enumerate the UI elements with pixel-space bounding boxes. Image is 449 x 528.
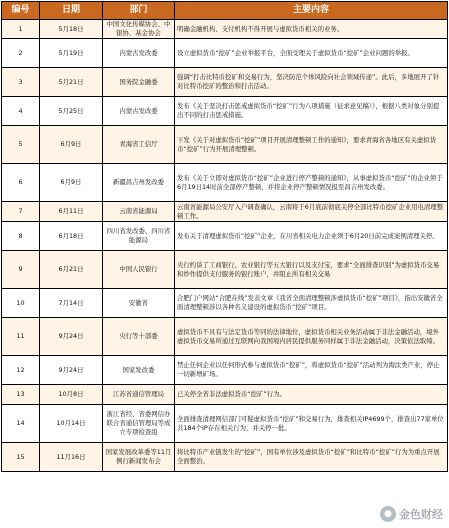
table-row [2, 405, 448, 443]
table-row [2, 20, 448, 39]
row-number: 11 [2, 318, 40, 356]
row-department: 央行等十部委 [103, 318, 175, 356]
table-row [2, 126, 448, 164]
row-date: 5月18日 [40, 20, 103, 39]
row-content: 虚拟货币不具有与法定货币等同的法律地位，虚拟货币相关业务活动属于非法金融活动，境外虚拟货币交易所通过互联网向我国境内居民提供服务同样属于非法金融活动，决策依法取缔。 [175, 318, 448, 356]
table-row [2, 202, 448, 222]
row-number: 8 [2, 222, 40, 251]
row-content: 合肥门户网站“合肥在线”发表文章《我省全面清理整顿涉虚拟货币“挖矿”项目》，指出安徽省全面清理整顿涉以各种名义建设的虚拟货币“挖矿”项目。 [175, 289, 448, 318]
row-date: 5月19日 [40, 39, 103, 68]
table-header-row [2, 2, 448, 20]
header-content: 主要内容 [175, 2, 448, 20]
row-content: 已关停全省非法虚拟货币“挖矿”行为。 [175, 385, 448, 405]
row-content: 发布《关于坚决打击惩戒虚拟货币“挖矿”行为八项措施（征求意见稿）》，根据八类对象分别提出不同的打击惩戒措施。 [175, 97, 448, 126]
row-number: 4 [2, 97, 40, 126]
row-content: 下发《关于对虚拟货币“挖矿”项目开展清理整顿工作的通知》，要求青海省各地区有关虚拟货币“挖矿”行为开展清理整顿。 [175, 126, 448, 164]
row-number: 13 [2, 385, 40, 405]
watermark [380, 506, 443, 522]
row-department: 安徽省 [103, 289, 175, 318]
header-department: 部门 [103, 2, 175, 20]
row-number: 9 [2, 251, 40, 289]
row-date: 6月9日 [40, 126, 103, 164]
row-department: 中国人民银行 [103, 251, 175, 289]
table-row [2, 222, 448, 251]
row-department: 浙江省经、省委网信办联合省通信管理局等成立专项检查组 [103, 405, 175, 443]
row-content: 发布《关于立即对虚拟货币“挖矿”企业进行停产整顿的通知》，从事虚拟货币“挖矿”的企业须于6月19日14时前全部停产整顿，并将企业停产整顿情况报至昌吉州发改委。 [175, 164, 448, 202]
row-department: 云南省能源局 [103, 202, 175, 222]
policy-table [1, 1, 448, 472]
row-content: 央行约谈了工商银行、农业银行等五大银行以及支付宝，要求“全面排查识别”为虚拟货币交易和炒作提供支付服务的银行账户，并阻止所有相关交易 [175, 251, 448, 289]
row-number: 6 [2, 164, 40, 202]
row-date: 9月24日 [40, 318, 103, 356]
row-number: 14 [2, 405, 40, 443]
table-row [2, 385, 448, 405]
table-row [2, 318, 448, 356]
row-number: 2 [2, 39, 40, 68]
row-number: 7 [2, 202, 40, 222]
row-number: 3 [2, 68, 40, 97]
row-date: 10月14日 [40, 405, 103, 443]
row-date: 7月14日 [40, 289, 103, 318]
row-department: 四川省发改委、四川省能源局 [103, 222, 175, 251]
row-number: 12 [2, 356, 40, 385]
watermark-text: 金色财经 [399, 506, 443, 522]
table-row [2, 164, 448, 202]
row-number: 1 [2, 20, 40, 39]
row-department: 新疆昌吉州发改委 [103, 164, 175, 202]
row-department: 国家发改委 [103, 356, 175, 385]
row-content: 禁止任何企业以任何形式参与虚拟货币“挖矿”，将虚拟货币“挖矿”活动列为淘汰类产业，停止一切新增矿场。 [175, 356, 448, 385]
gold-coin-logo-icon: ● [380, 506, 396, 522]
row-date: 10月8日 [40, 385, 103, 405]
row-department: 内蒙古发改委 [103, 97, 175, 126]
row-content: 发布关于清理虚拟货币“挖矿”企业，在川省相关电力企业须于6月20日前完成案例清理关停。 [175, 222, 448, 251]
row-content: 设立虚拟货币“挖矿”企业举报平台，全面受理关于虚拟货币“挖矿”企业问题的举报。 [175, 39, 448, 68]
row-department: 国务院金融委 [103, 68, 175, 97]
row-date: 5月21日 [40, 68, 103, 97]
header-date: 日期 [40, 2, 103, 20]
table-row [2, 356, 448, 385]
table-row [2, 39, 448, 68]
row-content: 强调“打击比特币挖矿和交易行为，坚决防范个体风险向社会领域传递”。此后，多地展开了针对比特币挖矿的整治和打击活动。 [175, 68, 448, 97]
row-number: 10 [2, 289, 40, 318]
row-content: 云南省能源局公安厅入户调查确认，云南将于6月底前彻底关停全部比特币挖矿企业用电清理整顿工作。 [175, 202, 448, 222]
row-department: 中国文化传媒协会、中银协、基金协会 [103, 20, 175, 39]
row-content: 明确金融机构、支付机构不得开展与虚拟货币相关的业务。 [175, 20, 448, 39]
row-number: 5 [2, 126, 40, 164]
row-date: 11月16日 [40, 443, 103, 472]
row-date: 9月24日 [40, 356, 103, 385]
table-row [2, 251, 448, 289]
row-department: 国家发展改革委等11月例行新闻发布会 [103, 443, 175, 472]
row-content: 将比特币产业链发生的“挖矿”，国有单位涉及虚拟货币“挖矿”和比特币“挖矿”行为为重点开展全面整治。 [175, 443, 448, 472]
row-date: 6月11日 [40, 202, 103, 222]
row-date: 6月9日 [40, 164, 103, 202]
row-number: 15 [2, 443, 40, 472]
row-department: 江苏省通信管理局 [103, 385, 175, 405]
row-content: 全面排查清理网信部门可疑虚拟货币“挖矿”和交易行为，排查相关IP4699个，排查出77家单位共184个IP存在相关行为，并关停一批。 [175, 405, 448, 443]
row-date: 5月25日 [40, 97, 103, 126]
table-row [2, 443, 448, 472]
table-row [2, 68, 448, 97]
row-date: 6月21日 [40, 251, 103, 289]
header-number: 编号 [2, 2, 40, 20]
row-date: 6月18日 [40, 222, 103, 251]
table-row [2, 289, 448, 318]
row-department: 青海省工信厅 [103, 126, 175, 164]
row-department: 内蒙古发改委 [103, 39, 175, 68]
table-row [2, 97, 448, 126]
